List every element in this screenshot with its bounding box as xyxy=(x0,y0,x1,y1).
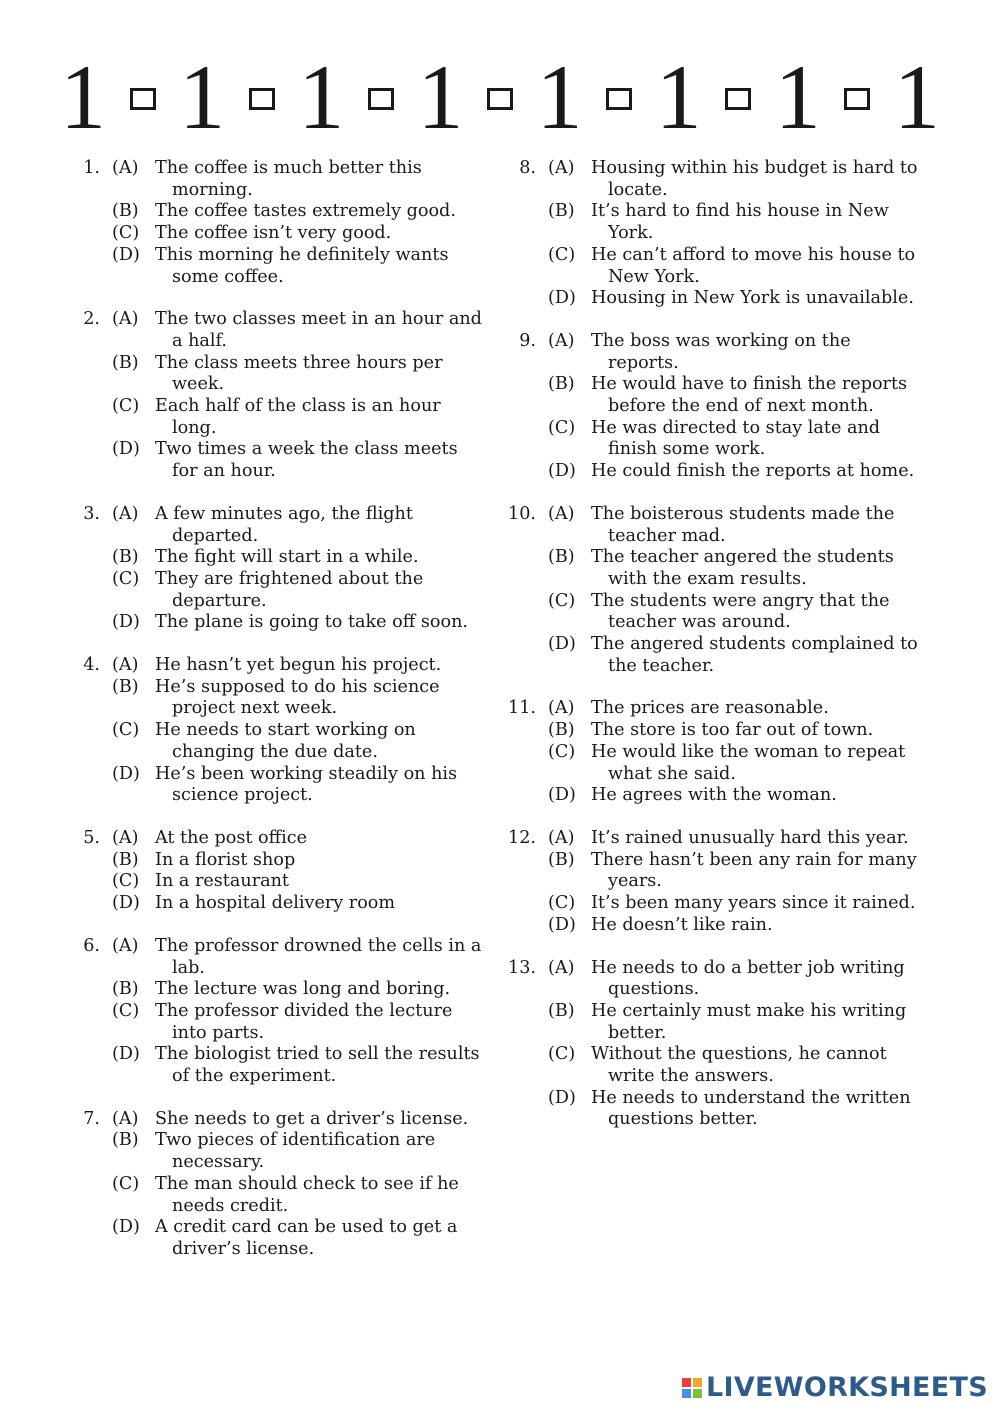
option-text: He would like the woman to repeat what she said. xyxy=(591,741,906,784)
header-banner xyxy=(60,46,940,148)
logo-tile xyxy=(682,1378,691,1387)
question-item xyxy=(72,504,482,634)
option-text: The professor divided the lecture into parts. xyxy=(155,1000,453,1043)
question-number: 5. xyxy=(83,827,100,848)
option-text: It’s hard to find his house in New York. xyxy=(591,201,889,244)
option-text: The angered students complained to the teacher. xyxy=(591,634,918,676)
option-letter: (A) xyxy=(548,957,575,978)
answer-option[interactable] xyxy=(508,850,918,893)
option-letter: (A) xyxy=(548,330,575,351)
answer-option[interactable] xyxy=(508,331,918,374)
option-letter: (A) xyxy=(548,698,575,719)
question-number: 8. xyxy=(519,158,536,178)
answer-option[interactable] xyxy=(72,223,482,245)
answer-option[interactable] xyxy=(508,158,918,201)
option-text: He can’t afford to move his house to New York. xyxy=(591,244,916,287)
answer-option[interactable] xyxy=(508,634,918,677)
option-letter: (B) xyxy=(112,849,139,870)
option-letter: (B) xyxy=(548,1000,575,1021)
option-letter: (D) xyxy=(548,461,576,482)
answer-option[interactable] xyxy=(508,915,918,937)
option-text: The students were angry that the teacher was around. xyxy=(591,590,890,633)
option-letter: (A) xyxy=(112,827,139,848)
answer-option[interactable] xyxy=(508,591,918,634)
option-letter: (C) xyxy=(548,741,576,762)
answer-option[interactable] xyxy=(72,1001,482,1044)
answer-option[interactable] xyxy=(508,504,918,547)
option-text: Housing within his budget is hard to locate. xyxy=(591,158,918,200)
option-letter: (D) xyxy=(548,634,576,655)
answer-option[interactable] xyxy=(72,893,482,915)
option-text: The boss was working on the reports. xyxy=(591,330,851,373)
answer-option[interactable] xyxy=(508,698,918,720)
option-text: There hasn’t been any rain for many years. xyxy=(591,849,917,892)
option-text: The biologist tried to sell the results of the experiment. xyxy=(155,1044,480,1087)
answer-option[interactable] xyxy=(72,828,482,850)
option-letter: (B) xyxy=(112,352,139,373)
option-letter: (A) xyxy=(112,1108,139,1129)
answer-box xyxy=(606,88,632,110)
option-letter: (D) xyxy=(112,612,140,633)
option-letter: (B) xyxy=(112,979,139,1000)
header-digit: 1 xyxy=(179,46,226,148)
header-digit: 1 xyxy=(536,46,583,148)
option-letter: (C) xyxy=(112,396,140,417)
answer-option[interactable] xyxy=(72,439,482,482)
left-column xyxy=(72,158,482,1282)
answer-option[interactable] xyxy=(72,677,482,720)
option-text: The coffee is much better this morning. xyxy=(155,158,422,200)
answer-option[interactable] xyxy=(72,547,482,569)
question-item xyxy=(508,958,918,1132)
option-text: This morning he definitely wants some coffee. xyxy=(155,244,449,287)
question-number: 6. xyxy=(83,935,100,956)
header-digit: 1 xyxy=(774,46,821,148)
option-letter: (B) xyxy=(548,201,575,222)
answer-option[interactable] xyxy=(72,1217,482,1260)
question-number: 11. xyxy=(508,698,536,719)
option-text: He would have to finish the reports before the end of next month. xyxy=(591,374,908,417)
option-letter: (B) xyxy=(112,1130,139,1151)
answer-option[interactable] xyxy=(508,201,918,244)
question-item xyxy=(72,158,482,288)
option-letter: (A) xyxy=(112,655,139,676)
option-letter: (A) xyxy=(112,158,139,178)
answer-option[interactable] xyxy=(72,504,482,547)
question-item xyxy=(508,504,918,678)
answer-option[interactable] xyxy=(72,245,482,288)
option-letter: (B) xyxy=(548,374,575,395)
option-letter: (C) xyxy=(112,223,140,244)
option-text: He needs to understand the written questions better. xyxy=(591,1087,911,1130)
option-letter: (A) xyxy=(548,158,575,178)
answer-option[interactable] xyxy=(508,893,918,915)
option-letter: (C) xyxy=(112,1173,140,1194)
option-text: The coffee isn’t very good. xyxy=(155,223,392,244)
answer-option[interactable] xyxy=(72,655,482,677)
header-digit: 1 xyxy=(417,46,464,148)
option-letter: (B) xyxy=(112,547,139,568)
option-text: The teacher angered the students with the exam results. xyxy=(591,547,894,589)
header-digit: 1 xyxy=(655,46,702,148)
option-text: He agrees with the woman. xyxy=(591,785,837,806)
option-letter: (B) xyxy=(548,720,575,741)
answer-option[interactable] xyxy=(508,245,918,288)
liveworksheets-brand xyxy=(682,1372,988,1403)
option-letter: (D) xyxy=(112,1044,140,1065)
option-text: The professor drowned the cells in a lab. xyxy=(155,935,482,978)
answer-option[interactable] xyxy=(72,158,482,201)
question-item xyxy=(508,828,918,937)
answer-option[interactable] xyxy=(72,201,482,223)
option-letter: (D) xyxy=(112,763,140,784)
option-letter: (A) xyxy=(548,503,575,524)
option-text: They are frightened about the departure. xyxy=(155,568,424,611)
option-text: It’s rained unusually hard this year. xyxy=(591,827,909,848)
option-letter: (B) xyxy=(548,849,575,870)
option-letter: (C) xyxy=(548,244,576,265)
option-letter: (D) xyxy=(548,1087,576,1108)
logo-tile xyxy=(693,1378,702,1387)
header-digit: 1 xyxy=(298,46,345,148)
answer-option[interactable] xyxy=(72,1130,482,1173)
answer-option[interactable] xyxy=(508,958,918,1001)
right-column xyxy=(508,158,918,1152)
answer-box xyxy=(725,88,751,110)
option-letter: (C) xyxy=(112,871,140,892)
option-text: The man should check to see if he needs credit. xyxy=(155,1173,459,1216)
answer-box xyxy=(130,88,156,110)
answer-option[interactable] xyxy=(508,742,918,785)
option-text: In a hospital delivery room xyxy=(155,893,396,914)
option-text: He needs to start working on changing the due date. xyxy=(155,720,416,762)
option-letter: (C) xyxy=(112,568,140,589)
option-text: The fight will start in a while. xyxy=(155,547,419,568)
answer-box xyxy=(844,88,870,110)
option-letter: (A) xyxy=(112,935,139,956)
option-letter: (C) xyxy=(112,720,140,741)
answer-box xyxy=(249,88,275,110)
header-digit: 1 xyxy=(60,46,106,148)
option-text: Two pieces of identification are necessary. xyxy=(155,1130,436,1173)
answer-option[interactable] xyxy=(508,785,918,807)
answer-option[interactable] xyxy=(72,720,482,763)
question-item xyxy=(508,331,918,483)
answer-option[interactable] xyxy=(72,353,482,396)
answer-option[interactable] xyxy=(72,764,482,807)
question-item xyxy=(72,828,482,915)
option-text: At the post office xyxy=(155,827,307,848)
answer-option[interactable] xyxy=(72,612,482,634)
option-text: He needs to do a better job writing questions. xyxy=(591,957,905,1000)
question-item xyxy=(72,309,482,483)
option-text: The prices are reasonable. xyxy=(591,698,829,719)
option-text: The two classes meet in an hour and a half. xyxy=(155,309,482,351)
answer-option[interactable] xyxy=(508,828,918,850)
option-text: He hasn’t yet begun his project. xyxy=(155,655,442,676)
option-letter: (A) xyxy=(112,309,139,330)
option-letter: (A) xyxy=(112,503,139,524)
answer-option[interactable] xyxy=(72,979,482,1001)
option-text: He was directed to stay late and finish some work. xyxy=(591,417,881,460)
answer-option[interactable] xyxy=(508,547,918,590)
option-text: A few minutes ago, the flight departed. xyxy=(155,503,413,546)
question-item xyxy=(508,698,918,807)
question-number: 12. xyxy=(508,827,536,848)
brand-text: LIVEWORKSHEETS xyxy=(705,1372,988,1403)
option-letter: (C) xyxy=(548,417,576,438)
option-text: Housing in New York is unavailable. xyxy=(591,288,914,309)
option-letter: (D) xyxy=(548,914,576,935)
option-text: In a florist shop xyxy=(155,849,296,870)
option-letter: (A) xyxy=(548,827,575,848)
option-text: He certainly must make his writing better. xyxy=(591,1000,907,1043)
option-text: He’s been working steadily on his science project. xyxy=(155,763,458,806)
answer-option[interactable] xyxy=(72,850,482,872)
answer-box xyxy=(487,88,513,110)
answer-option[interactable] xyxy=(508,1088,918,1131)
answer-option[interactable] xyxy=(508,1001,918,1044)
answer-option[interactable] xyxy=(508,288,918,310)
option-letter: (C) xyxy=(112,1000,140,1021)
question-number: 1. xyxy=(83,158,100,178)
option-letter: (C) xyxy=(548,1044,576,1065)
answer-option[interactable] xyxy=(508,1044,918,1087)
option-text: The lecture was long and boring. xyxy=(155,979,451,1000)
question-item xyxy=(72,936,482,1088)
answer-option[interactable] xyxy=(72,569,482,612)
option-letter: (C) xyxy=(548,893,576,914)
option-text: The coffee tastes extremely good. xyxy=(155,201,456,222)
answer-option[interactable] xyxy=(72,936,482,979)
question-number: 2. xyxy=(83,309,100,330)
option-text: She needs to get a driver’s license. xyxy=(155,1108,469,1129)
answer-option[interactable] xyxy=(508,720,918,742)
option-letter: (D) xyxy=(548,785,576,806)
header-digit: 1 xyxy=(893,46,940,148)
option-text: The store is too far out of town. xyxy=(591,720,874,741)
option-letter: (D) xyxy=(112,1217,140,1238)
logo-tile xyxy=(693,1389,702,1398)
option-letter: (B) xyxy=(112,201,139,222)
liveworksheets-logo-icon xyxy=(682,1378,702,1398)
option-letter: (B) xyxy=(548,547,575,568)
question-number: 3. xyxy=(83,503,100,524)
option-letter: (B) xyxy=(112,676,139,697)
question-item xyxy=(72,1109,482,1261)
option-text: Each half of the class is an hour long. xyxy=(155,396,441,438)
answer-option[interactable] xyxy=(508,418,918,461)
answer-option[interactable] xyxy=(72,1044,482,1087)
option-text: Without the questions, he cannot write the answers. xyxy=(591,1044,887,1087)
option-text: It’s been many years since it rained. xyxy=(591,893,916,914)
option-letter: (D) xyxy=(112,244,140,265)
question-number: 4. xyxy=(83,655,100,676)
option-text: The class meets three hours per week. xyxy=(155,352,443,395)
answer-option[interactable] xyxy=(72,396,482,439)
option-text: The boisterous students made the teacher mad. xyxy=(591,503,895,546)
option-text: The plane is going to take off soon. xyxy=(155,612,469,633)
option-text: A credit card can be used to get a driver’s license. xyxy=(155,1217,458,1259)
question-number: 9. xyxy=(519,330,536,351)
answer-option[interactable] xyxy=(72,1174,482,1217)
logo-tile xyxy=(682,1389,691,1398)
question-item xyxy=(72,655,482,807)
answer-option[interactable] xyxy=(72,871,482,893)
option-letter: (D) xyxy=(112,893,140,914)
answer-box xyxy=(368,88,394,110)
option-text: Two times a week the class meets for an hour. xyxy=(155,439,458,482)
answer-option[interactable] xyxy=(508,461,918,483)
answer-option[interactable] xyxy=(508,374,918,417)
question-number: 7. xyxy=(83,1108,100,1129)
question-number: 13. xyxy=(508,957,536,978)
option-text: He could finish the reports at home. xyxy=(591,461,915,482)
question-item xyxy=(508,158,918,310)
answer-option[interactable] xyxy=(72,1109,482,1131)
option-text: In a restaurant xyxy=(155,871,289,892)
option-letter: (C) xyxy=(548,590,576,611)
option-text: He doesn’t like rain. xyxy=(591,914,773,935)
option-text: He’s supposed to do his science project next week. xyxy=(155,676,440,719)
answer-option[interactable] xyxy=(72,309,482,352)
option-letter: (D) xyxy=(112,439,140,460)
option-letter: (D) xyxy=(548,288,576,309)
question-number: 10. xyxy=(508,503,536,524)
